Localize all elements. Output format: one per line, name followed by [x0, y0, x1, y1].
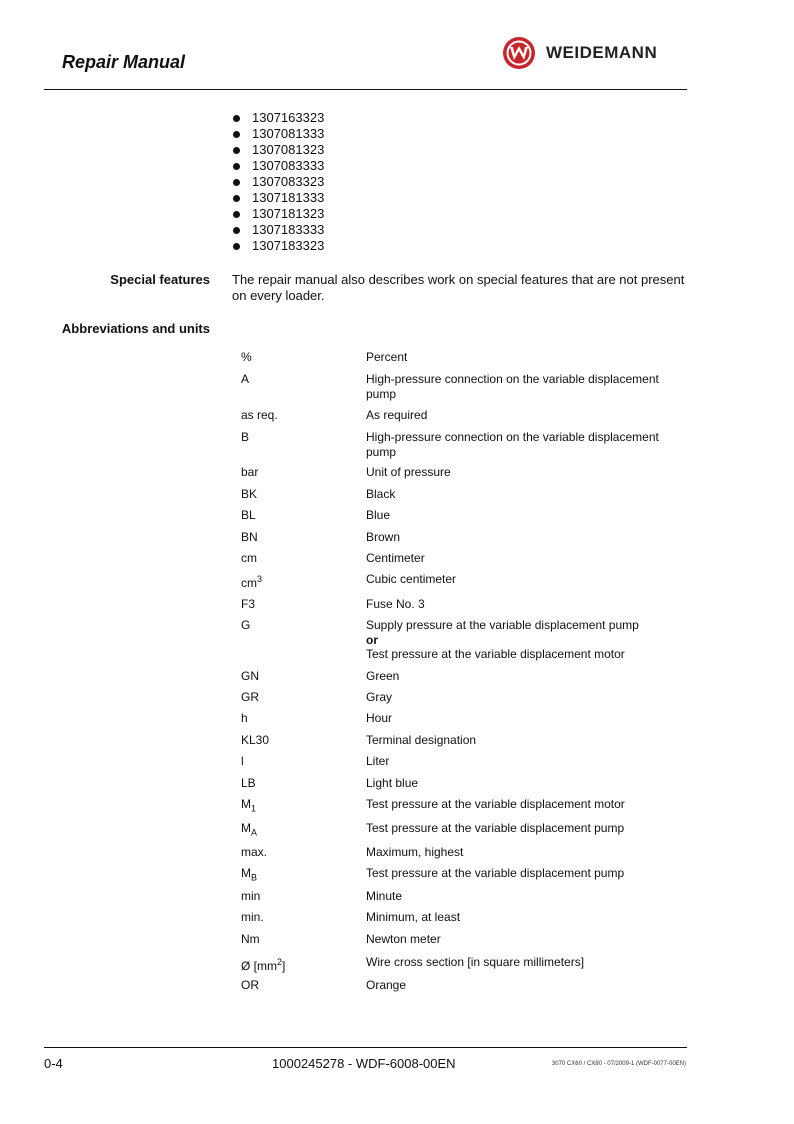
abbreviation-term-text: M — [241, 821, 251, 835]
brand-name: WEIDEMANN — [546, 43, 658, 62]
model-number: 1307183323 — [252, 238, 325, 253]
abbreviation-term — [241, 572, 262, 591]
abbreviation-term-text: Nm — [241, 932, 260, 946]
abbreviation-term — [241, 597, 255, 612]
abbreviation-term-text: F3 — [241, 597, 256, 611]
abbreviation-term-text: BN — [241, 530, 258, 544]
model-list-item — [233, 142, 324, 158]
abbreviation-term — [241, 487, 257, 502]
abbreviation-term — [241, 866, 257, 885]
abbreviation-meaning-text: Brown — [366, 530, 401, 544]
abbreviation-meaning — [366, 866, 686, 881]
bullet-icon — [233, 163, 240, 170]
abbreviation-term-text: A — [241, 372, 250, 386]
abbreviation-meaning — [366, 754, 686, 769]
abbreviation-term — [241, 350, 252, 365]
abbreviation-meaning-text: Minute — [366, 889, 403, 903]
abbreviation-meaning — [366, 430, 686, 459]
bullet-icon — [233, 243, 240, 250]
abbreviation-term — [241, 530, 258, 545]
abbreviation-meaning — [366, 978, 686, 993]
model-list-item — [233, 206, 324, 222]
abbreviation-meaning-text: Terminal designation — [366, 733, 477, 747]
abbreviation-term — [241, 372, 249, 387]
abbreviation-meaning-text: Percent — [366, 350, 408, 364]
abbreviation-meaning-text: Black — [366, 487, 396, 501]
abbreviation-meaning-text: Fuse No. 3 — [366, 597, 425, 611]
abbreviation-meaning-text: Test pressure at the variable displacement motor — [366, 797, 625, 811]
abbreviation-term — [241, 932, 260, 947]
abbreviation-superscript: 2 — [277, 957, 283, 967]
special-features-text: The repair manual also describes work on special features that are not present on every loader. — [232, 272, 685, 303]
abbreviation-term-text: BK — [241, 487, 258, 501]
abbreviation-meaning — [366, 408, 686, 423]
bullet-icon — [233, 179, 240, 186]
abbreviation-meaning — [366, 465, 686, 480]
abbreviation-meaning — [366, 932, 686, 947]
abbreviation-meaning — [366, 776, 686, 791]
abbreviation-meaning-text: Hour — [366, 711, 393, 725]
abbreviation-meaning-text: Green — [366, 669, 400, 683]
abbreviation-term-text: B — [241, 430, 250, 444]
abbreviation-term-text: as req. — [241, 408, 278, 422]
abbreviation-term — [241, 754, 244, 769]
abbreviation-term-text: min — [241, 889, 261, 903]
abbreviation-meaning — [366, 690, 686, 705]
model-list-item — [233, 190, 324, 206]
abbreviation-term — [241, 776, 256, 791]
model-list — [233, 110, 324, 254]
abbreviation-meaning — [366, 487, 686, 502]
abbreviation-term — [241, 910, 264, 925]
abbreviation-meaning-text: Orange — [366, 978, 407, 992]
model-list-item — [233, 126, 324, 142]
abbreviation-meaning — [366, 597, 686, 612]
page-title: Repair Manual — [62, 52, 186, 72]
abbreviation-term — [241, 430, 249, 445]
abbreviation-meaning-text: Minimum, at least — [366, 910, 461, 924]
bullet-icon — [233, 115, 240, 122]
abbreviation-meaning — [366, 508, 686, 523]
abbreviation-meaning — [366, 711, 686, 726]
abbreviation-term — [241, 508, 256, 523]
abbreviation-term — [241, 733, 269, 748]
abbreviation-term — [241, 845, 267, 860]
model-number: 1307181333 — [252, 190, 325, 205]
abbreviation-term — [241, 711, 248, 726]
abbreviation-meaning-text: High-pressure connection on the variable displacement pump — [366, 372, 659, 401]
abbreviation-superscript: 3 — [257, 574, 263, 584]
abbreviation-meaning — [366, 955, 686, 970]
model-number: 1307083333 — [252, 158, 325, 173]
model-list-item — [233, 238, 324, 254]
abbreviation-term-text: cm — [241, 551, 257, 565]
abbreviation-meaning — [366, 821, 686, 836]
abbreviation-term — [241, 955, 285, 974]
abbreviation-meaning-text: Blue — [366, 508, 391, 522]
abbreviation-term-suffix: ] — [282, 959, 286, 973]
abbreviation-meaning — [366, 669, 686, 684]
bullet-icon — [233, 147, 240, 154]
bullet-icon — [233, 211, 240, 218]
abbreviation-meaning — [366, 350, 686, 365]
abbreviation-subscript: A — [251, 827, 258, 838]
abbreviation-meaning — [366, 530, 686, 545]
abbreviation-meaning-text: Supply pressure at the variable displacement pump — [366, 618, 639, 632]
abbreviations-label: Abbreviations and units — [61, 321, 210, 336]
abbreviation-meaning — [366, 372, 686, 401]
bullet-icon — [233, 227, 240, 234]
abbreviation-term — [241, 551, 257, 566]
model-list-item — [233, 174, 324, 190]
abbreviation-meaning-text: Test pressure at the variable displacement pump — [366, 866, 625, 880]
abbreviation-meaning-text: Light blue — [366, 776, 419, 790]
abbreviation-meaning — [366, 572, 686, 587]
model-number: 1307081333 — [252, 126, 325, 141]
abbreviation-meaning — [366, 845, 686, 860]
model-list-item — [233, 158, 324, 174]
model-number: 1307163323 — [252, 110, 325, 125]
abbreviation-term-text: M — [241, 866, 251, 880]
model-number: 1307181323 — [252, 206, 325, 221]
abbreviation-term — [241, 408, 278, 423]
document-number: 1000245278 - WDF-6008-00EN — [272, 1056, 456, 1071]
abbreviation-term-text: GR — [241, 690, 259, 704]
model-list-item — [233, 110, 324, 126]
abbreviation-meaning-text: Newton meter — [366, 932, 441, 946]
header-divider — [44, 89, 687, 90]
abbreviation-term-text: LB — [241, 776, 256, 790]
special-features-label: Special features — [110, 272, 210, 287]
model-number: 1307083323 — [252, 174, 325, 189]
footer-divider — [44, 1047, 687, 1048]
abbreviation-meaning-text: Centimeter — [366, 551, 425, 565]
abbreviation-meaning — [366, 551, 686, 566]
footer-reference: 3070 CX60 / CX80 - 07/2009-1 (WDF-0077-00EN) — [551, 1061, 686, 1067]
abbreviation-meaning-text: Wire cross section [in square millimeters] — [366, 955, 585, 969]
weidemann-logo-icon — [502, 36, 536, 70]
abbreviation-term-text: KL30 — [241, 733, 270, 747]
abbreviation-or-separator: or — [366, 632, 378, 647]
abbreviation-meaning-text: Gray — [366, 690, 393, 704]
abbreviation-term-text: M — [241, 797, 251, 811]
abbreviation-meaning-text: Liter — [366, 754, 390, 768]
abbreviation-term-text: OR — [241, 978, 259, 992]
abbreviation-subscript: B — [251, 872, 258, 883]
abbreviation-term — [241, 797, 256, 816]
abbreviation-term-text: G — [241, 618, 251, 632]
abbreviation-meaning-text: Unit of pressure — [366, 465, 451, 479]
bullet-icon — [233, 195, 240, 202]
abbreviation-term-text: min. — [241, 910, 264, 924]
abbreviation-term-text: Ø [mm — [241, 959, 277, 973]
model-list-item — [233, 222, 324, 238]
abbreviation-meaning-text: As required — [366, 408, 428, 422]
abbreviation-meaning — [366, 733, 686, 748]
abbreviation-term-text: GN — [241, 669, 259, 683]
abbreviation-term-text: bar — [241, 465, 259, 479]
abbreviation-meaning — [366, 910, 686, 925]
model-number: 1307081323 — [252, 142, 325, 157]
abbreviation-term — [241, 465, 258, 480]
abbreviation-meaning-text: Test pressure at the variable displacement pump — [366, 821, 625, 835]
abbreviation-meaning-alt: Test pressure at the variable displacement motor — [366, 647, 625, 661]
abbreviation-term-text: BL — [241, 508, 256, 522]
model-number: 1307183333 — [252, 222, 325, 237]
abbreviation-term — [241, 690, 259, 705]
brand-logo — [502, 36, 657, 70]
abbreviation-meaning — [366, 889, 686, 904]
abbreviation-term — [241, 618, 250, 633]
abbreviation-meaning — [366, 618, 686, 662]
abbreviation-term-text: max. — [241, 845, 268, 859]
abbreviation-meaning-text: Maximum, highest — [366, 845, 464, 859]
abbreviation-term-text: cm — [241, 576, 257, 590]
abbreviation-meaning-text: High-pressure connection on the variable displacement pump — [366, 430, 659, 459]
abbreviation-term — [241, 889, 260, 904]
abbreviation-term — [241, 978, 259, 993]
abbreviation-subscript: 1 — [251, 803, 257, 814]
abbreviation-meaning — [366, 797, 686, 812]
page-number: 0-4 — [44, 1056, 63, 1071]
abbreviation-term-text: l — [241, 754, 244, 768]
abbreviation-term — [241, 669, 259, 684]
abbreviation-term — [241, 821, 257, 840]
abbreviation-term-text: h — [241, 711, 248, 725]
bullet-icon — [233, 131, 240, 138]
abbreviation-meaning-text: Cubic centimeter — [366, 572, 457, 586]
abbreviation-term-text: % — [241, 350, 252, 364]
